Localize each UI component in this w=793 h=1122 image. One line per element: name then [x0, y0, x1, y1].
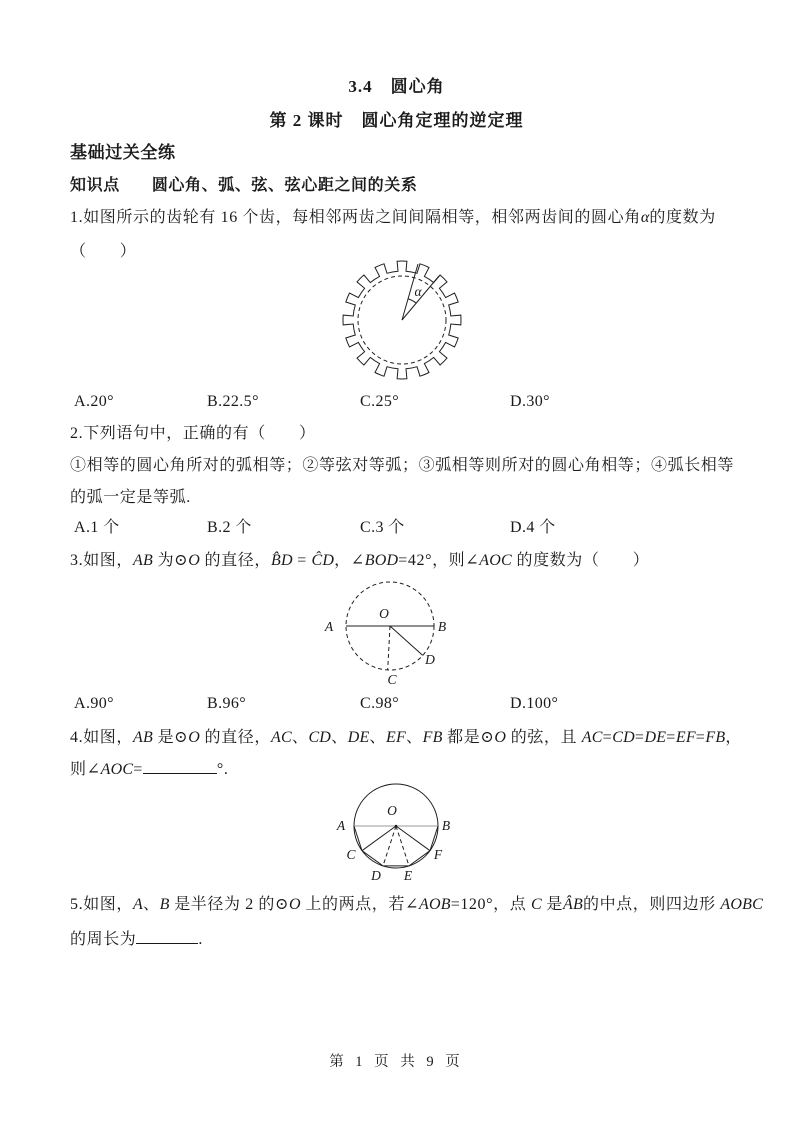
q1-gear-figure — [330, 256, 480, 382]
q4-label-O: O — [387, 803, 397, 818]
q3-label-A: A — [324, 619, 334, 634]
q3-label-D: D — [425, 652, 435, 667]
knowledge-point-line — [70, 175, 728, 197]
q4-label-D: D — [371, 868, 381, 883]
q3-options — [0, 693, 793, 715]
q4-circle-figure — [328, 781, 478, 887]
q3-option-c: C.98° — [360, 695, 400, 712]
q4-figure-svg — [328, 781, 478, 887]
q3-option-a: A.90° — [74, 695, 114, 712]
gear-angle-arc — [408, 299, 416, 303]
q5-blank-prefix: 的周长为 — [70, 931, 137, 948]
gear-figure-svg — [330, 256, 480, 382]
q3-option-d: D.100° — [510, 695, 559, 712]
q2-options — [0, 517, 793, 539]
q3-radius-OC — [388, 626, 390, 670]
q1-option-a: A.20° — [74, 393, 114, 410]
q4-label-C: C — [346, 847, 356, 862]
q3-option-b: B.96° — [207, 695, 247, 712]
q1-option-d: D.30° — [510, 393, 550, 410]
q2-option-c: C.3 个 — [360, 519, 405, 536]
q2-statements-line2: 的弧一定是等弧. — [70, 489, 191, 506]
q3-label-O: O — [379, 606, 389, 621]
q1-text: 1.如图所示的齿轮有 16 个齿，每相邻两齿之间间隔相等，相邻两齿间的圆心角α的度数为 — [70, 209, 716, 226]
q1-option-b: B.22.5° — [207, 393, 259, 410]
q1-answer-paren: （ ） — [70, 243, 137, 260]
q4-label-E: E — [403, 868, 413, 883]
q1-option-c: C.25° — [360, 393, 400, 410]
q4-answer-blank — [143, 758, 217, 774]
q3-label-C: C — [387, 672, 397, 687]
q4-radius-OC — [362, 826, 396, 851]
q2-option-d: D.4 个 — [510, 519, 556, 536]
q3-text: 3.如图，AB 为⊙O 的直径，B̂D = ĈD，∠BOD=42°，则∠AOC 的度数为（ ） — [70, 552, 650, 569]
q4-radius-OF — [396, 826, 430, 851]
page-number-footer: 第 1 页 共 9 页 — [329, 1054, 464, 1070]
q4-label-A: A — [336, 818, 346, 833]
q4-label-B: B — [441, 818, 451, 833]
q5-blank-suffix: . — [198, 931, 204, 948]
q3-circle-figure — [318, 579, 473, 691]
q4-blank-prefix: 则∠AOC= — [70, 761, 143, 778]
q5-text-line2 — [70, 928, 728, 951]
page-title: 3.4 圆心角 — [348, 77, 445, 96]
q4-center-dot — [395, 825, 398, 828]
q2-option-b: B.2 个 — [207, 519, 252, 536]
q4-radius-OD — [383, 826, 396, 866]
q4-text-line2 — [70, 758, 728, 781]
q3-figure-svg — [318, 579, 473, 691]
section-heading: 基础过关全练 — [70, 143, 176, 162]
q4-radius-OE — [396, 826, 409, 866]
q5-text-line1: 5.如图，A、B 是半径为 2 的⊙O 上的两点，若∠AOB=120°，点 C 是ÂB的中点，则四边形 AOBC — [70, 896, 763, 913]
q4-text-line1: 4.如图，AB 是⊙O 的直径，AC、CD、DE、EF、FB 都是⊙O 的弦，且 AC=CD=DE=EF=FB， — [70, 729, 742, 746]
q4-blank-suffix: °. — [216, 761, 229, 778]
q5-answer-blank — [136, 928, 198, 944]
q3-radius-OD — [390, 626, 423, 655]
q4-chords-ACDEFB — [354, 826, 438, 866]
gear-alpha-label: α — [414, 284, 422, 299]
knowledge-point-label: 知识点 — [70, 177, 120, 194]
q3-label-B: B — [437, 619, 447, 634]
q2-text: 2.下列语句中，正确的有（ ） — [70, 425, 316, 442]
q4-label-F: F — [433, 847, 443, 862]
q1-options — [0, 391, 793, 413]
q2-option-a: A.1 个 — [74, 519, 120, 536]
knowledge-point-title: 圆心角、弧、弦、弦心距之间的关系 — [151, 177, 418, 194]
q2-statements-line1: ①相等的圆心角所对的弧相等；②等弦对等弧；③弧相等则所对的圆心角相等；④弧长相等 — [70, 457, 735, 474]
page-subtitle: 第 2 课时 圆心角定理的逆定理 — [269, 111, 524, 130]
